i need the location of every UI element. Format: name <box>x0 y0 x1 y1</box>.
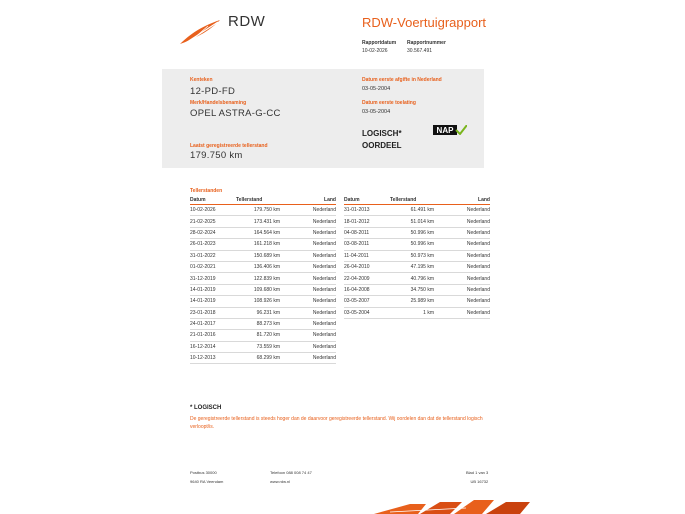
make-label: Merk/Handelsbenaming <box>190 100 247 106</box>
row-reading: 122.839 km <box>236 273 280 284</box>
last-odometer-label: Laatst geregistreerde tellerstand <box>190 143 268 149</box>
row-date: 23-01-2018 <box>190 307 236 318</box>
row-reading: 88.273 km <box>236 318 280 329</box>
plate-value: 12-PD-FD <box>190 86 236 97</box>
footer-address-line2: 9640 RA Veendam <box>190 479 224 484</box>
verdict <box>362 128 402 152</box>
row-country: Nederland <box>280 205 336 216</box>
row-date: 16-04-2008 <box>344 284 390 295</box>
row-country: Nederland <box>280 307 336 318</box>
header-reading: Tellerstand <box>390 196 434 205</box>
table-row <box>344 205 490 216</box>
row-date: 14-01-2019 <box>190 296 236 307</box>
row-country: Nederland <box>280 261 336 272</box>
row-country: Nederland <box>434 250 490 261</box>
row-country: Nederland <box>280 227 336 238</box>
row-date: 03-05-2004 <box>344 307 390 318</box>
row-reading: 136.406 km <box>236 261 280 272</box>
row-date: 01-02-2021 <box>190 261 236 272</box>
report-number-block <box>407 39 446 55</box>
row-date: 03-05-2007 <box>344 296 390 307</box>
footnote-title: * LOGISCH <box>190 405 222 411</box>
row-date: 04-08-2011 <box>344 227 390 238</box>
table-row <box>344 261 490 272</box>
row-reading: 96.231 km <box>236 307 280 318</box>
row-date: 21-01-2016 <box>190 330 236 341</box>
report-title: RDW-Voertuigrapport <box>362 15 487 30</box>
table-header-row <box>344 196 490 205</box>
report-date-label: Rapportdatum <box>362 40 397 46</box>
verdict-line2: OORDEEL <box>362 141 402 150</box>
row-reading: 61.491 km <box>390 205 434 216</box>
table-row <box>190 205 336 216</box>
row-reading: 173.431 km <box>236 216 280 227</box>
row-reading: 108.926 km <box>236 296 280 307</box>
row-country: Nederland <box>434 227 490 238</box>
row-reading: 68.299 km <box>236 353 280 364</box>
row-reading: 50.996 km <box>390 239 434 250</box>
row-country: Nederland <box>280 353 336 364</box>
row-country: Nederland <box>434 273 490 284</box>
row-reading: 179.750 km <box>236 205 280 216</box>
odometer-table-left <box>190 196 336 364</box>
row-date: 31-12-2019 <box>190 273 236 284</box>
row-date: 26-04-2010 <box>344 261 390 272</box>
row-country: Nederland <box>434 239 490 250</box>
nap-logo-text: NAP <box>436 126 454 135</box>
row-date: 22-04-2009 <box>344 273 390 284</box>
header-country: Land <box>434 196 490 205</box>
decorative-ribbon-icon <box>370 498 530 514</box>
row-reading: 47.195 km <box>390 261 434 272</box>
row-country: Nederland <box>280 216 336 227</box>
row-date: 10-12-2013 <box>190 353 236 364</box>
row-country: Nederland <box>434 296 490 307</box>
table-row <box>190 353 336 364</box>
table-row <box>190 227 336 238</box>
header-reading: Tellerstand <box>236 196 280 205</box>
report-number-label: Rapportnummer <box>407 40 446 46</box>
row-reading: 40.796 km <box>390 273 434 284</box>
row-reading: 161.218 km <box>236 239 280 250</box>
footer-contact <box>270 468 312 486</box>
table-row <box>190 239 336 250</box>
first-admission-label: Datum eerste afgifte in Nederland <box>362 77 442 83</box>
row-country: Nederland <box>434 205 490 216</box>
footnote-text: De geregistreerde tellerstand is steeds hoger dan de daarvoor geregistreerde tellerstand. Wij oordelen dan dat de tellerstand logisch verloopt/is. <box>190 416 483 430</box>
row-date: 03-08-2011 <box>344 239 390 250</box>
first-admission-any-label: Datum eerste toelating <box>362 100 416 106</box>
row-reading: 51.014 km <box>390 216 434 227</box>
row-reading: 81.720 km <box>236 330 280 341</box>
table-row <box>344 227 490 238</box>
row-date: 21-02-2025 <box>190 216 236 227</box>
nap-logo-icon <box>433 125 467 135</box>
footer-page-number: Blad 1 van 3 <box>466 470 489 475</box>
table-row <box>190 261 336 272</box>
row-reading: 34.750 km <box>390 284 434 295</box>
table-header-row <box>190 196 336 205</box>
row-country: Nederland <box>434 284 490 295</box>
row-date: 11-04-2011 <box>344 250 390 261</box>
table-row <box>344 273 490 284</box>
footer-page-info <box>466 468 488 486</box>
row-country: Nederland <box>280 330 336 341</box>
verdict-line1: LOGISCH* <box>362 129 402 138</box>
row-reading: 50.973 km <box>390 250 434 261</box>
table-row <box>190 216 336 227</box>
table-row <box>190 296 336 307</box>
first-admission-value: 03-05-2004 <box>362 86 391 92</box>
report-number: 30.567.491 <box>407 48 433 54</box>
table-row <box>190 250 336 261</box>
header-date: Datum <box>344 196 390 205</box>
row-reading: 25.989 km <box>390 296 434 307</box>
rdw-logo-icon <box>178 18 222 46</box>
odometer-table-right <box>344 196 490 319</box>
row-date: 28-02-2024 <box>190 227 236 238</box>
table-row <box>190 284 336 295</box>
row-country: Nederland <box>280 296 336 307</box>
row-country: Nederland <box>280 239 336 250</box>
footer-website[interactable]: www.rdw.nl <box>270 479 291 484</box>
row-date: 10-02-2026 <box>190 205 236 216</box>
row-reading: 150.689 km <box>236 250 280 261</box>
odometer-section-title: Tellerstanden <box>190 188 223 194</box>
footer-phone: Telefoon 088 008 74 47 <box>270 470 312 475</box>
row-country: Nederland <box>280 250 336 261</box>
row-date: 24-01-2017 <box>190 318 236 329</box>
row-date: 14-01-2019 <box>190 284 236 295</box>
row-reading: 109.680 km <box>236 284 280 295</box>
footer-address <box>190 468 223 486</box>
header-country: Land <box>280 196 336 205</box>
table-row <box>344 250 490 261</box>
row-date: 18-01-2012 <box>344 216 390 227</box>
footer-code: UB 16732 <box>470 479 489 484</box>
row-date: 31-01-2022 <box>190 250 236 261</box>
table-row <box>190 330 336 341</box>
table-row <box>344 239 490 250</box>
row-reading: 1 km <box>390 307 434 318</box>
table-row <box>190 273 336 284</box>
last-odometer-value: 179.750 km <box>190 150 243 161</box>
table-row <box>344 307 490 318</box>
make-value: OPEL ASTRA-G-CC <box>190 108 281 119</box>
row-date: 31-01-2013 <box>344 205 390 216</box>
row-country: Nederland <box>280 273 336 284</box>
table-row <box>190 318 336 329</box>
header-date: Datum <box>190 196 236 205</box>
first-admission-any-value: 03-05-2004 <box>362 109 391 115</box>
row-country: Nederland <box>280 341 336 352</box>
table-row <box>344 296 490 307</box>
table-row <box>344 284 490 295</box>
row-country: Nederland <box>280 318 336 329</box>
row-date: 16-12-2014 <box>190 341 236 352</box>
report-date: 10-02-2026 <box>362 48 388 54</box>
row-country: Nederland <box>280 284 336 295</box>
row-reading: 164.564 km <box>236 227 280 238</box>
row-reading: 73.559 km <box>236 341 280 352</box>
row-date: 26-01-2023 <box>190 239 236 250</box>
report-date-block <box>362 39 396 55</box>
row-reading: 50.996 km <box>390 227 434 238</box>
table-row <box>190 307 336 318</box>
plate-label: Kenteken <box>190 77 213 83</box>
footer-address-line1: Postbus 30000 <box>190 470 217 475</box>
row-country: Nederland <box>434 307 490 318</box>
table-row <box>344 216 490 227</box>
brand-name: RDW <box>228 13 266 30</box>
row-country: Nederland <box>434 216 490 227</box>
row-country: Nederland <box>434 261 490 272</box>
table-row <box>190 341 336 352</box>
